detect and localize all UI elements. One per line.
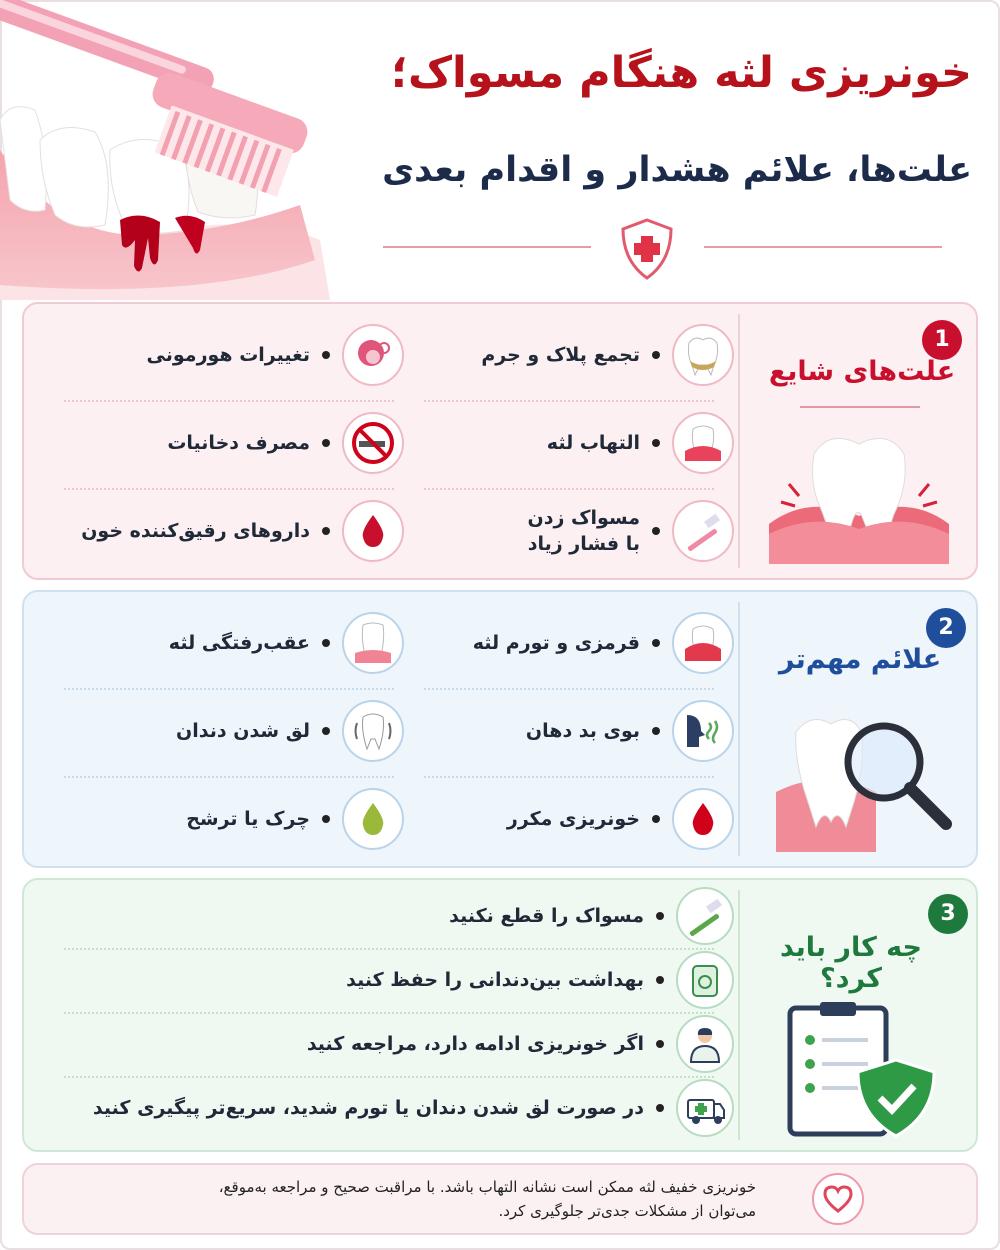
section-symptoms: [22, 590, 978, 868]
tooth-with-gum-illustration: [769, 424, 949, 564]
section-what-to-do: [22, 878, 978, 1152]
bullet: [322, 815, 330, 823]
cause-item-gingivitis: [384, 400, 734, 486]
symptom-item-loose-tooth: [64, 688, 404, 774]
blood-drop-icon: [342, 500, 404, 562]
item-label: لق شدن دندان: [176, 720, 310, 742]
footer-line-1: خونریزی خفیف لثه ممکن است نشانه التهاب باشد. با مراقبت صحیح و مراجعه به‌موقع،: [218, 1178, 756, 1196]
bullet: [656, 1040, 664, 1048]
item-label-line2: با فشار زیاد: [527, 533, 640, 555]
section-title: علت‌های شایع: [768, 356, 956, 387]
bullet: [322, 727, 330, 735]
section-divider: [738, 890, 740, 1140]
cause-item-hormonal: [64, 312, 404, 398]
symptom-item-recession: [64, 600, 404, 686]
swollen-gum-icon: [672, 612, 734, 674]
item-label: بوی بد دهان: [525, 720, 640, 742]
checklist-shield-illustration: [784, 1000, 954, 1140]
bullet: [322, 351, 330, 359]
item-label: چرک یا ترشح: [186, 808, 310, 830]
plaque-tooth-icon: [672, 324, 734, 386]
magnifier-tooth-illustration: [776, 712, 956, 852]
header-divider-left: [383, 246, 591, 248]
item-label-line1: مسواک زدن: [527, 507, 640, 529]
section-divider: [738, 602, 740, 856]
item-label: خونریزی مکرر: [506, 808, 640, 830]
page-subtitle: علت‌ها، علائم هشدار و اقدام بعدی: [382, 150, 972, 190]
item-label: اگر خونریزی ادامه دارد، مراجعه کنید: [306, 1033, 644, 1055]
footer-text: [156, 1175, 756, 1223]
item-label: بهداشت بین‌دندانی را حفظ کنید: [346, 969, 644, 991]
loose-tooth-icon: [342, 700, 404, 762]
inflamed-gum-icon: [672, 412, 734, 474]
toothbrush-icon: [672, 500, 734, 562]
gum-recession-icon: [342, 612, 404, 674]
item-label: تجمع پلاک و جرم: [481, 344, 640, 366]
cause-item-smoking: [64, 400, 404, 486]
woman-hormone-icon: [342, 324, 404, 386]
bullet: [656, 912, 664, 920]
dental-floss-icon: [676, 951, 734, 1009]
footer-line-2: می‌توان از مشکلات جدی‌تر جلوگیری کرد.: [498, 1202, 756, 1220]
action-item-see-dentist: [64, 1012, 734, 1076]
item-label: التهاب لثه: [546, 432, 640, 454]
action-item-flossing: [64, 948, 734, 1012]
medical-shield-icon: [617, 216, 677, 282]
bullet: [652, 527, 660, 535]
bad-breath-icon: [672, 700, 734, 762]
header-divider-right: [704, 246, 942, 248]
action-item-urgent-followup: [64, 1076, 734, 1140]
cause-item-plaque: [384, 312, 734, 398]
bullet: [652, 439, 660, 447]
symptom-item-bad-breath: [384, 688, 734, 774]
bullet: [322, 527, 330, 535]
cause-item-hard-brushing: [384, 488, 734, 574]
no-smoking-icon: [342, 412, 404, 474]
item-label: عقب‌رفتگی لثه: [168, 632, 310, 654]
bullet: [652, 727, 660, 735]
symptom-item-redness: [384, 600, 734, 686]
bullet: [652, 639, 660, 647]
pus-drop-icon: [342, 788, 404, 850]
ambulance-icon: [676, 1079, 734, 1137]
bullet: [652, 351, 660, 359]
section-divider: [738, 314, 740, 568]
toothbrush-gums-illustration: [0, 0, 330, 300]
section-title: چه کار باید کرد؟: [779, 932, 923, 994]
blood-drop-icon: [672, 788, 734, 850]
title-underline: [800, 406, 920, 408]
cause-item-blood-thinners: [64, 488, 404, 574]
heart-icon: [812, 1173, 864, 1225]
section-number-badge: 2: [926, 608, 966, 648]
section-title: علائم مهم‌تر: [778, 644, 942, 675]
symptom-item-recurrent-bleeding: [384, 776, 734, 862]
toothbrush-icon: [676, 887, 734, 945]
section-causes: [22, 302, 978, 580]
bullet: [656, 1104, 664, 1112]
bullet: [652, 815, 660, 823]
item-label: قرمزی و تورم لثه: [472, 632, 640, 654]
page-title: خونریزی لثه هنگام مسواک؛: [390, 48, 972, 98]
item-label: در صورت لق شدن دندان یا تورم شدید، سریع‌تر پیگیری کنید: [92, 1097, 644, 1119]
item-label: مصرف دخانیات: [167, 432, 310, 454]
item-label: تغییرات هورمونی: [146, 344, 310, 366]
action-item-keep-brushing: [64, 884, 734, 948]
bullet: [322, 639, 330, 647]
section-number-badge: 1: [922, 320, 962, 360]
bullet: [656, 976, 664, 984]
bullet: [322, 439, 330, 447]
item-label: داروهای رقیق‌کننده خون: [81, 520, 310, 542]
footer-note: [22, 1163, 978, 1235]
doctor-icon: [676, 1015, 734, 1073]
item-label: مسواک را قطع نکنید: [449, 905, 644, 927]
item-label: [528, 505, 641, 557]
section-number-badge: 3: [928, 894, 968, 934]
symptom-item-pus: [64, 776, 404, 862]
